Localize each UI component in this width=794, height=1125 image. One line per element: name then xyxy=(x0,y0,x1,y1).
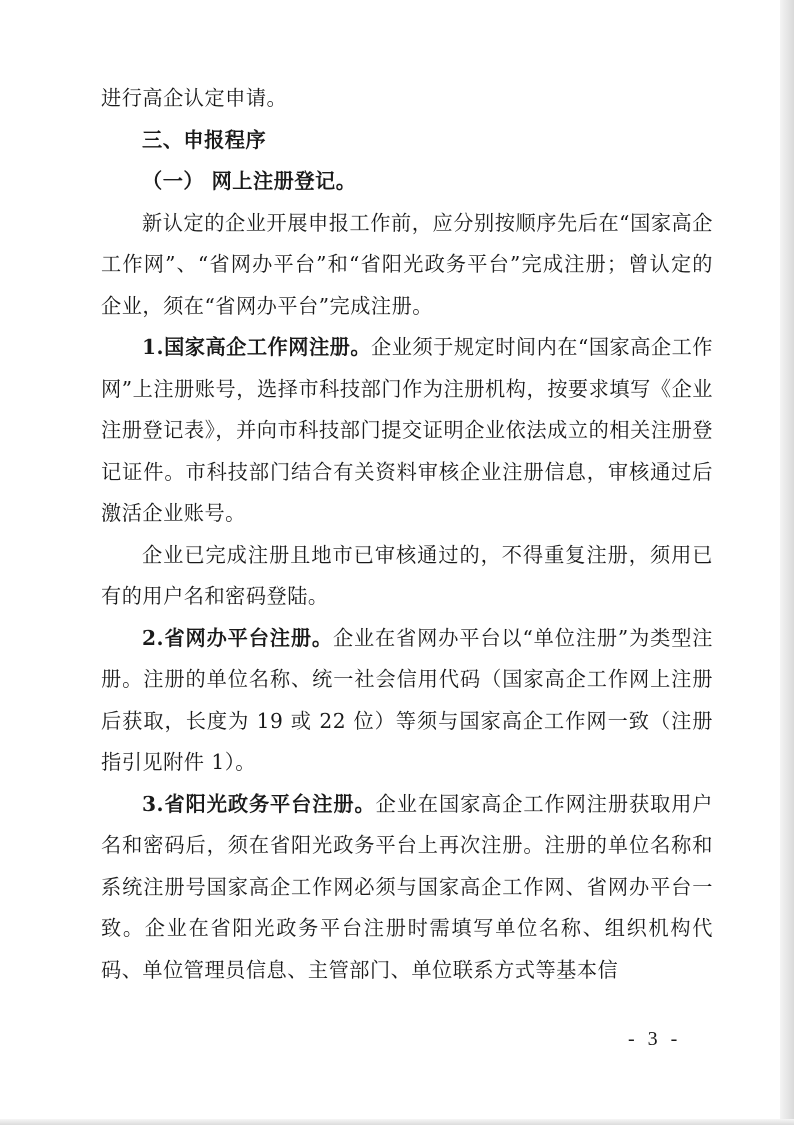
item-national-registration xyxy=(101,327,713,535)
item-text: 企业在国家高企工作网注册获取用户名和密码后，须在省阳光政务平台上再次注册。注册的单位名称和系统注册号国家高企工作网必须与国家高企工作网、省网办平台一致。企业在省阳光政务平台注册时需填写单位名称、组织机构代码、单位管理员信息、主管部门、单位联系方式等基本信 xyxy=(101,791,713,982)
scan-bottom-shadow xyxy=(0,1119,794,1125)
subsection-heading: （一） 网上注册登记。 xyxy=(142,169,357,193)
item-sunshine-platform-registration xyxy=(101,784,713,992)
item-text: 企业须于规定时间内在“国家高企工作网”上注册账号，选择市科技部门作为注册机构，按要求填写《企业注册登记表》，并向市科技部门提交证明企业依法成立的相关注册登记证件。市科技部门结合有关资料审核企业注册信息，审核通过后激活企业账号。 xyxy=(101,335,713,525)
item-lead: 3.省阳光政务平台注册。 xyxy=(142,791,376,816)
section-heading: 三、申报程序 xyxy=(142,127,267,152)
paragraph-continuation: 进行高企认定申请。 xyxy=(101,86,288,110)
scan-edge-shadow xyxy=(780,0,794,1125)
page-number: - 3 - xyxy=(628,1028,682,1050)
document-body xyxy=(101,78,713,991)
item-lead: 1.国家高企工作网注册。 xyxy=(142,335,372,359)
item-lead: 2.省网办平台注册。 xyxy=(142,625,333,650)
item-provincial-platform-registration xyxy=(101,618,713,784)
paragraph-intro: 新认定的企业开展申报工作前，应分别按顺序先后在“国家高企工作网”、“省网办平台”和“省阳光政务平台”完成注册；曾认定的企业，须在“省网办平台”完成注册。 xyxy=(101,210,713,318)
item-text: 企业在省网办平台以“单位注册”为类型注册。注册的单位名称、统一社会信用代码（国家高企工作网上注册后获取，长度为 19 或 22 位）等须与国家高企工作网一致（注册指引见附件 1）。 xyxy=(101,625,713,774)
paragraph-note: 企业已完成注册且地市已审核通过的，不得重复注册，须用已有的用户名和密码登陆。 xyxy=(101,542,713,608)
